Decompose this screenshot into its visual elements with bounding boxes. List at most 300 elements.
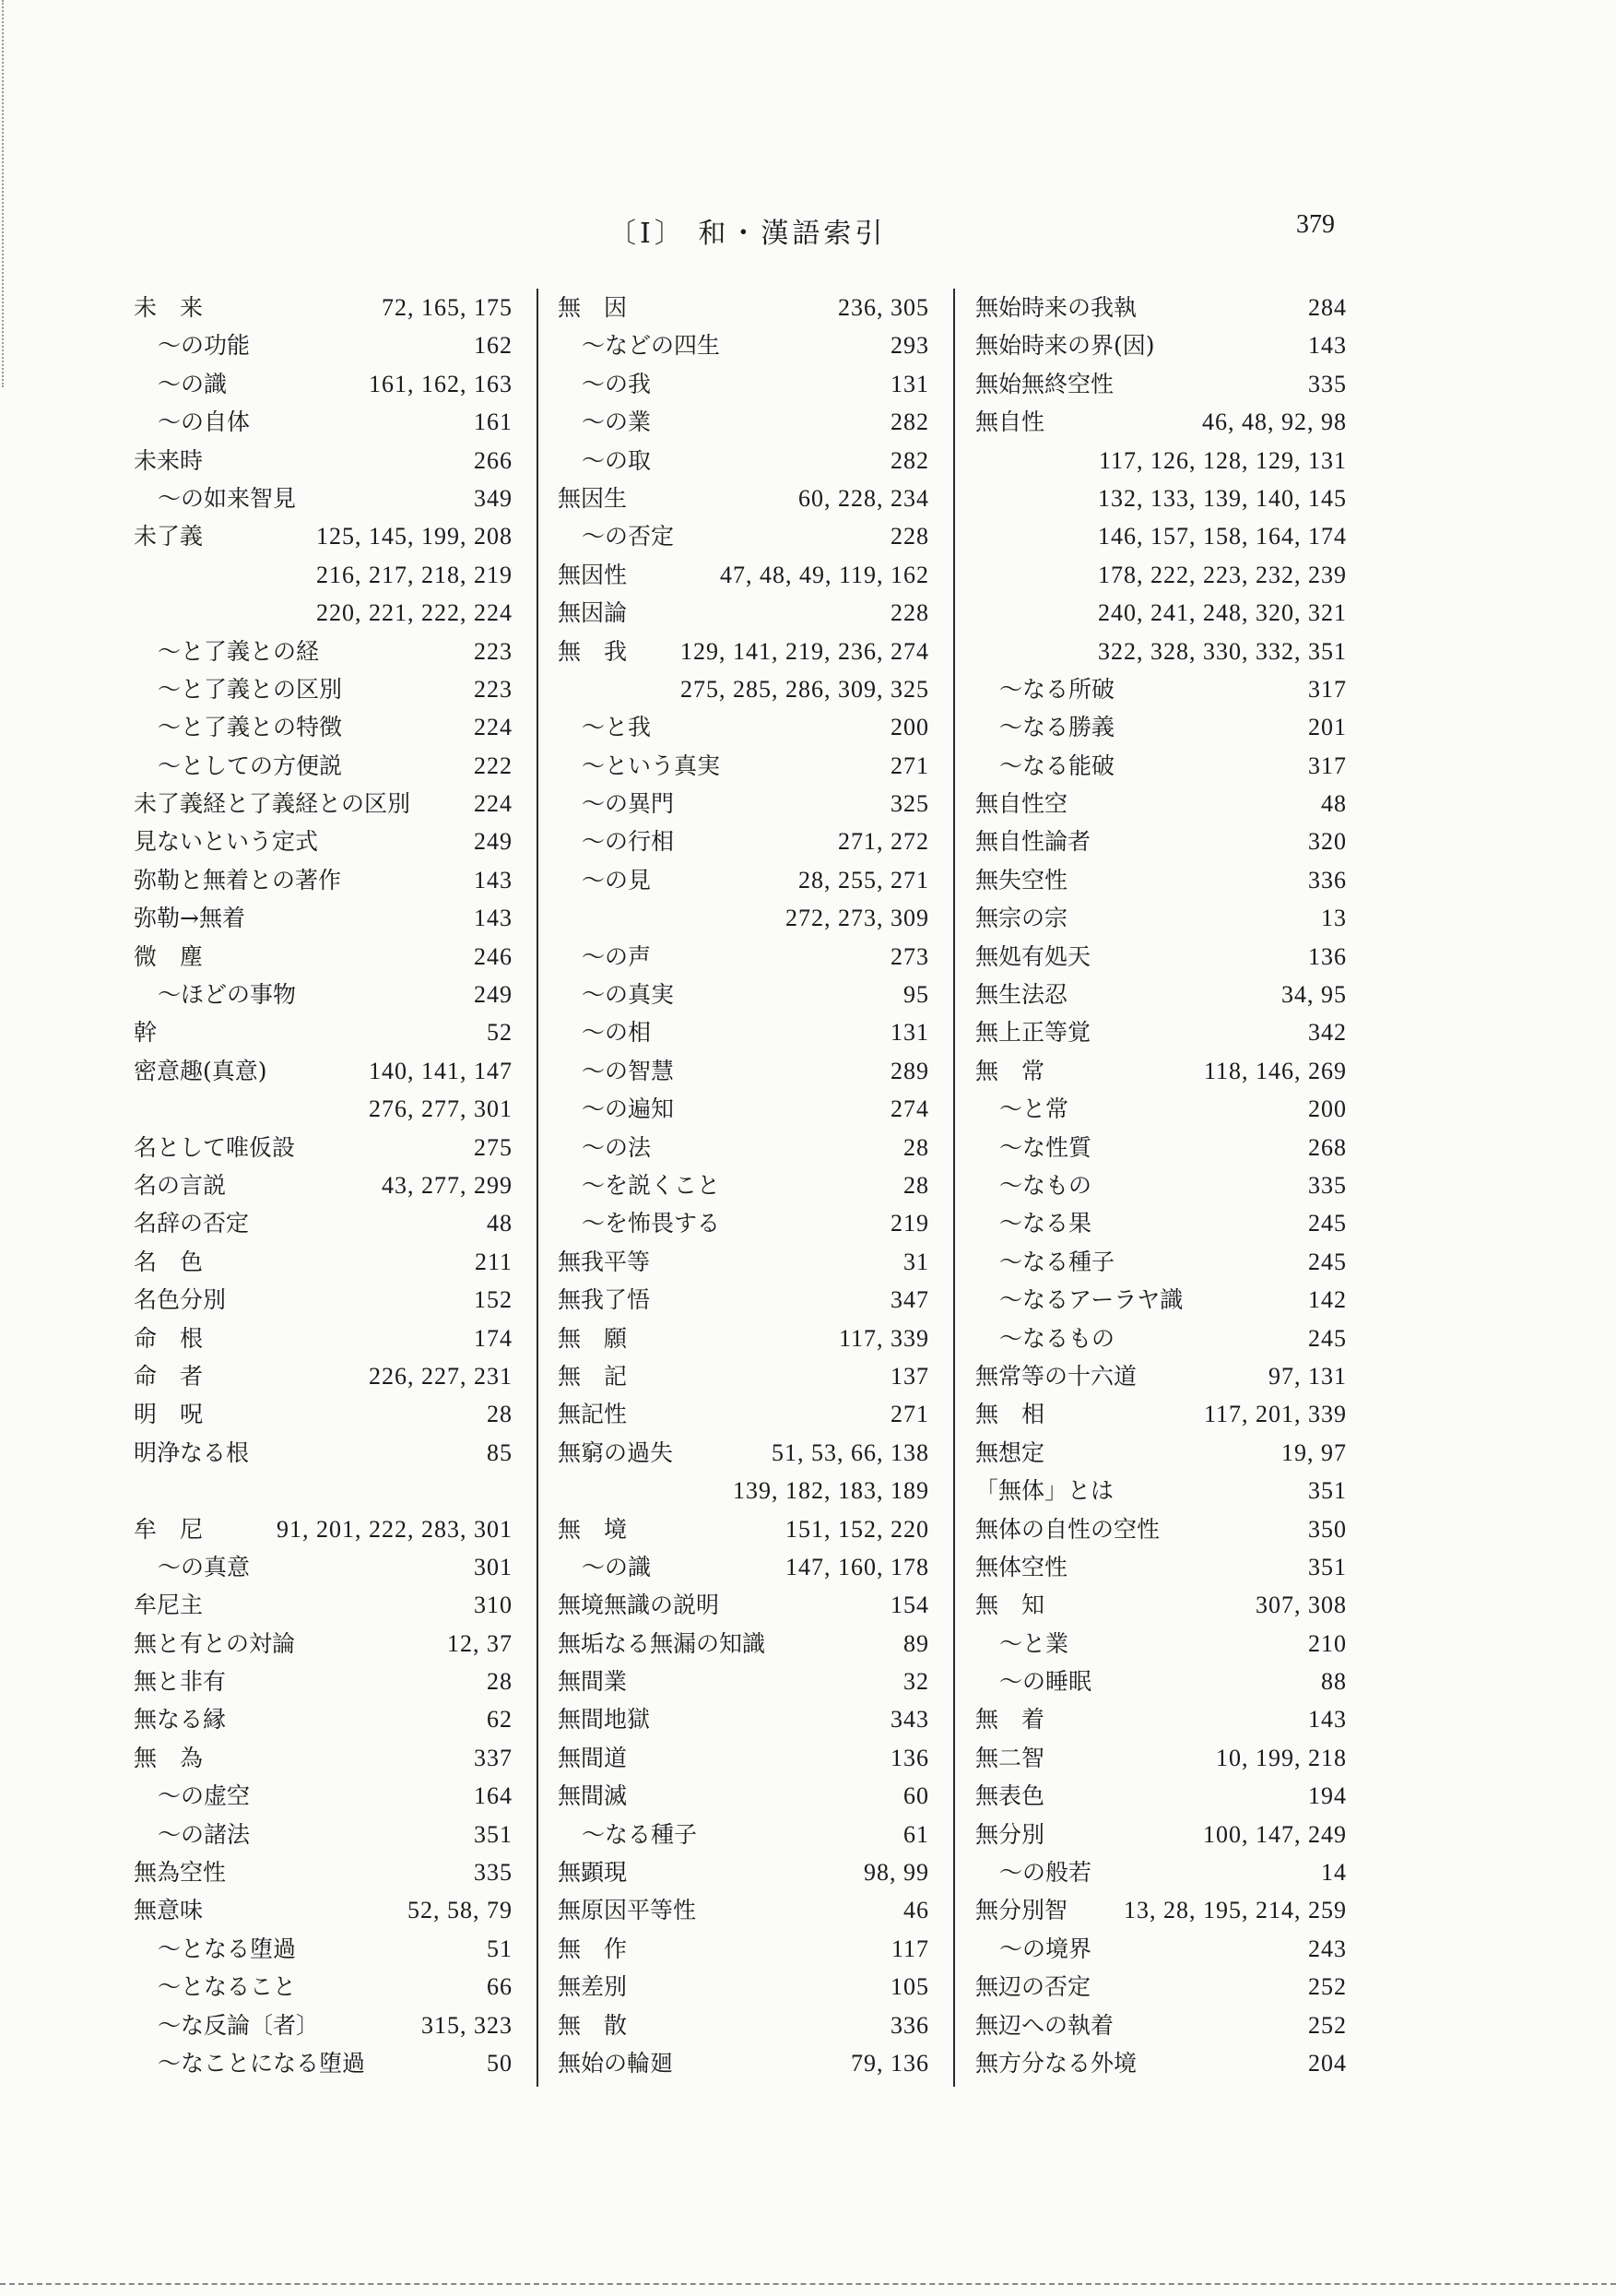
index-entry (975, 861, 1347, 899)
index-term: 見ないという定式 (134, 828, 319, 856)
index-term: ～なもの (999, 1171, 1092, 1199)
index-term: 無失空性 (975, 866, 1068, 894)
index-entry-continuation (558, 670, 929, 708)
index-entry (134, 1510, 513, 1548)
index-page-refs: 245 (1308, 1210, 1347, 1237)
index-entry (558, 1434, 929, 1472)
index-subentry (975, 670, 1347, 708)
index-page-refs: 335 (1308, 1171, 1347, 1199)
index-term: ～の相 (582, 1019, 652, 1047)
index-page-refs: 210 (1308, 1629, 1347, 1657)
index-page-refs: 307, 308 (1256, 1592, 1347, 1619)
index-entry (134, 1281, 513, 1319)
index-entry-continuation (134, 594, 513, 632)
index-term: ～なる種子 (999, 1248, 1115, 1275)
index-page-refs: 194 (1308, 1782, 1347, 1810)
index-entry (558, 1357, 929, 1395)
index-page-refs: 143 (474, 905, 513, 932)
index-page-refs: 28 (903, 1133, 929, 1161)
index-page-refs: 268 (1308, 1133, 1347, 1161)
index-subentry (975, 1166, 1347, 1204)
index-entry (134, 785, 513, 823)
index-page-refs: 117, 126, 128, 129, 131 (1098, 446, 1347, 474)
index-entry (558, 1625, 929, 1663)
index-entry (558, 1700, 929, 1738)
index-term: 無 散 (558, 2011, 628, 2039)
index-page-refs: 211 (474, 1248, 513, 1275)
index-term: 無 作 (558, 1935, 628, 1962)
index-entry (558, 1739, 929, 1777)
index-term: ～の般若 (999, 1859, 1092, 1887)
index-term: ～の法 (582, 1133, 652, 1161)
index-subentry (134, 365, 513, 403)
index-page-refs: 342 (1308, 1019, 1347, 1047)
index-page-refs: 146, 157, 158, 164, 174 (1098, 523, 1347, 550)
index-term: ～となること (158, 1973, 297, 2001)
index-term: 未了義経と了義経との区別 (134, 790, 411, 818)
index-page-refs: 315, 323 (421, 2011, 513, 2039)
index-entry (134, 1739, 513, 1777)
index-page-refs: 143 (1308, 1706, 1347, 1734)
index-page-refs: 336 (1308, 866, 1347, 894)
index-entry (134, 442, 513, 479)
index-page-refs: 325 (891, 790, 929, 818)
index-term: 無上正等覚 (975, 1019, 1091, 1047)
index-page-refs: 117 (891, 1935, 929, 1962)
index-entry (134, 1700, 513, 1738)
index-page-refs: 226, 227, 231 (369, 1362, 513, 1390)
index-page-refs: 317 (1308, 752, 1347, 779)
index-entry (134, 1320, 513, 1357)
index-term: 無 因 (558, 294, 628, 321)
index-term: ～なる能破 (999, 752, 1115, 779)
index-page-refs: 28 (487, 1668, 513, 1696)
index-entry (558, 1891, 929, 1929)
index-page-refs: 143 (1308, 332, 1347, 360)
index-page-refs: 161 (474, 408, 513, 436)
index-term: ～の自体 (158, 408, 251, 436)
index-entry-continuation (558, 899, 929, 937)
index-term: ～の真意 (158, 1553, 251, 1580)
index-page-refs: 228 (891, 523, 929, 550)
index-entry (134, 1243, 513, 1281)
index-term: ～の虚空 (158, 1782, 251, 1810)
index-subentry (558, 1013, 929, 1051)
index-term: 無原因平等性 (558, 1897, 697, 1924)
index-page-refs: 343 (891, 1706, 929, 1734)
index-subentry (134, 633, 513, 670)
index-page-refs: 118, 146, 269 (1203, 1057, 1347, 1084)
index-term: ～ほどの事物 (158, 981, 297, 1009)
index-term: ～などの四生 (582, 332, 721, 360)
index-term: ～の如来智見 (158, 484, 297, 512)
index-entry (134, 1052, 513, 1090)
index-term: 無 知 (975, 1592, 1045, 1619)
index-term: 無と非有 (134, 1668, 227, 1696)
index-page-refs: 240, 241, 248, 320, 321 (1098, 599, 1347, 627)
index-page-refs: 266 (474, 446, 513, 474)
index-page-refs: 52, 58, 79 (407, 1897, 513, 1924)
index-subentry (558, 442, 929, 479)
index-term: ～と了義との特徴 (158, 714, 343, 741)
index-term: ～の真実 (582, 981, 675, 1009)
index-term: 無始の輪廻 (558, 2049, 674, 2077)
index-term: 無分別智 (975, 1897, 1068, 1924)
index-term: 無と有との対論 (134, 1629, 296, 1657)
index-term: 無辺の否定 (975, 1973, 1091, 2001)
index-term: 名として唯仮設 (134, 1133, 296, 1161)
index-term: 無境無識の説明 (558, 1592, 720, 1619)
index-page-refs: 50 (487, 2049, 513, 2077)
index-entry (134, 1625, 513, 1663)
index-term: 牟尼主 (134, 1592, 204, 1619)
index-term: 無自性空 (975, 790, 1068, 818)
index-term: ～の識 (158, 370, 228, 397)
index-subentry (558, 1816, 929, 1853)
index-page-refs: 62 (487, 1706, 513, 1734)
index-subentry (558, 823, 929, 860)
index-term: 微 塵 (134, 942, 204, 970)
index-page-refs: 31 (903, 1248, 929, 1275)
index-term: ～を説くこと (582, 1171, 721, 1199)
index-term: 無間地獄 (558, 1706, 651, 1734)
index-page-refs: 274 (891, 1095, 929, 1123)
index-page-refs: 271 (891, 1401, 929, 1428)
index-page-refs: 161, 162, 163 (369, 370, 513, 397)
index-entry (975, 1434, 1347, 1472)
index-term: ～と我 (582, 714, 652, 741)
index-term: ～の諸法 (158, 1820, 251, 1848)
index-page-refs: 143 (474, 866, 513, 894)
index-page-refs: 204 (1308, 2049, 1347, 2077)
index-term: ～の睡眠 (999, 1668, 1092, 1696)
index-entry (975, 1586, 1347, 1624)
index-term: 無 着 (975, 1706, 1045, 1734)
index-term: ～なことになる堕過 (158, 2049, 366, 2077)
index-subentry (558, 708, 929, 746)
index-page-refs: 220, 221, 222, 224 (316, 599, 513, 627)
index-page-refs: 13 (1321, 905, 1347, 932)
index-page-refs: 48 (1321, 790, 1347, 818)
index-entry (975, 823, 1347, 860)
index-column-3 (975, 289, 1347, 2082)
index-term: 無方分なる外境 (975, 2049, 1138, 2077)
index-page-refs: 12, 37 (447, 1629, 513, 1657)
index-subentry (558, 365, 929, 403)
index-page-refs: 140, 141, 147 (369, 1057, 513, 1084)
index-page-refs: 200 (1308, 1095, 1347, 1123)
index-page-refs: 142 (1308, 1286, 1347, 1314)
index-page-refs: 117, 339 (838, 1324, 929, 1352)
index-term: ～な性質 (999, 1133, 1092, 1161)
index-term: 「無体」とは (975, 1477, 1115, 1505)
index-page-refs: 282 (891, 446, 929, 474)
index-subentry (134, 403, 513, 441)
index-page-refs: 89 (903, 1629, 929, 1657)
index-subentry (134, 1777, 513, 1815)
index-term: 無垢なる無漏の知識 (558, 1629, 766, 1657)
index-page-refs: 98, 99 (864, 1859, 929, 1887)
index-entry (558, 633, 929, 670)
index-subentry (975, 1129, 1347, 1166)
index-page-refs: 273 (891, 942, 929, 970)
index-term: 無間道 (558, 1744, 628, 1771)
index-term: 無生法忍 (975, 981, 1068, 1009)
index-term: 無間滅 (558, 1782, 628, 1810)
section-title: 〔Ⅰ〕 和・漢語索引 (608, 218, 887, 250)
index-term: 無宗の宗 (975, 905, 1068, 932)
index-subentry (558, 785, 929, 823)
index-entry (975, 1395, 1347, 1433)
index-entry (558, 1510, 929, 1548)
index-page-refs: 276, 277, 301 (369, 1095, 513, 1123)
index-page-refs: 85 (487, 1438, 513, 1466)
index-page-refs: 252 (1308, 1973, 1347, 2001)
index-term: ～の境界 (999, 1935, 1092, 1962)
index-subentry (134, 326, 513, 364)
index-term: 未了義 (134, 523, 204, 550)
index-term: 名色分別 (134, 1286, 227, 1314)
index-page-refs: 132, 133, 139, 140, 145 (1098, 484, 1347, 512)
index-term: ～の行相 (582, 828, 675, 856)
index-subentry (134, 976, 513, 1013)
index-page-refs: 136 (891, 1744, 929, 1771)
index-entry (134, 1586, 513, 1624)
index-term: ～の我 (582, 370, 652, 397)
index-subentry (558, 1548, 929, 1586)
index-subentry (134, 1968, 513, 2006)
index-term: ～と了義との区別 (158, 675, 343, 703)
index-term: 幹 (134, 1019, 158, 1047)
index-entry (558, 1663, 929, 1700)
index-subentry (134, 1548, 513, 1586)
index-spacer (134, 1472, 513, 1509)
index-entry (975, 976, 1347, 1013)
index-term: 無記性 (558, 1401, 628, 1428)
index-page-refs: 95 (903, 981, 929, 1009)
index-column-1 (134, 289, 513, 2082)
index-page-refs: 320 (1308, 828, 1347, 856)
index-term: 明浄なる根 (134, 1438, 250, 1466)
index-page-refs: 178, 222, 223, 232, 239 (1098, 561, 1347, 588)
index-subentry (558, 1129, 929, 1166)
index-subentry (134, 2044, 513, 2082)
index-page-refs: 100, 147, 249 (1203, 1820, 1347, 1848)
index-page-refs: 349 (474, 484, 513, 512)
index-entry (558, 1281, 929, 1319)
index-page-refs: 154 (891, 1592, 929, 1619)
index-entry (975, 1510, 1347, 1548)
index-entry (558, 1395, 929, 1433)
index-page-refs: 13, 28, 195, 214, 259 (1124, 1897, 1347, 1924)
index-page-refs: 335 (1308, 370, 1347, 397)
index-page-refs: 117, 201, 339 (1203, 1401, 1347, 1428)
index-term: ～の見 (582, 866, 652, 894)
index-page-refs: 164 (474, 1782, 513, 1810)
index-entry (558, 289, 929, 326)
index-entry (975, 1013, 1347, 1051)
index-term: 無顕現 (558, 1859, 628, 1887)
index-page-refs: 61 (903, 1820, 929, 1848)
index-term: ～という真実 (582, 752, 721, 779)
index-subentry (134, 708, 513, 746)
index-page-refs: 223 (474, 637, 513, 665)
index-page-refs: 79, 136 (851, 2049, 929, 2077)
index-term: 無窮の過失 (558, 1438, 674, 1466)
index-page-refs: 47, 48, 49, 119, 162 (719, 561, 929, 588)
index-subentry (558, 1090, 929, 1128)
index-entry (134, 1204, 513, 1242)
index-entry-continuation (134, 556, 513, 594)
index-entry (975, 1777, 1347, 1815)
index-entry (975, 1968, 1347, 2006)
index-entry (134, 1357, 513, 1395)
index-page-refs: 66 (487, 1973, 513, 2001)
index-entry (134, 899, 513, 937)
index-term: 牟 尼 (134, 1515, 204, 1543)
index-term: 無なる縁 (134, 1706, 227, 1734)
index-entry (558, 1777, 929, 1815)
index-term: ～と業 (999, 1629, 1069, 1657)
index-term: ～な反論〔者〕 (158, 2011, 320, 2039)
index-entry (558, 1930, 929, 1968)
index-entry (975, 1472, 1347, 1509)
index-page-refs: 125, 145, 199, 208 (316, 523, 513, 550)
index-term: 無想定 (975, 1438, 1045, 1466)
index-page-refs: 14 (1321, 1859, 1347, 1887)
index-page-refs: 32 (903, 1668, 929, 1696)
index-term: 無 常 (975, 1057, 1045, 1084)
index-term: ～の功能 (158, 332, 251, 360)
index-page-refs: 60, 228, 234 (798, 484, 929, 512)
index-term: 無 為 (134, 1744, 204, 1771)
index-subentry (558, 1166, 929, 1204)
index-page-refs: 245 (1308, 1248, 1347, 1275)
scan-bottom-marks (0, 2283, 1616, 2287)
index-entry (134, 1013, 513, 1051)
index-term: 無因性 (558, 561, 628, 588)
index-page-refs: 317 (1308, 675, 1347, 703)
index-term: 無我了悟 (558, 1286, 651, 1314)
index-entry (134, 1395, 513, 1433)
index-term: ～と常 (999, 1095, 1069, 1123)
index-entry (558, 2006, 929, 2044)
index-subentry (558, 938, 929, 976)
index-term: ～の声 (582, 942, 652, 970)
index-term: ～の取 (582, 446, 652, 474)
index-subentry (975, 1320, 1347, 1357)
index-page-refs: 10, 199, 218 (1216, 1744, 1347, 1771)
index-entry (134, 1891, 513, 1929)
index-term: ～と了義との経 (158, 637, 320, 665)
index-term: 無分別 (975, 1820, 1045, 1848)
index-entry (975, 899, 1347, 937)
index-entry-continuation (134, 1090, 513, 1128)
column-divider (953, 289, 955, 2087)
index-page-refs: 48 (487, 1210, 513, 1237)
index-term: ～なるもの (999, 1324, 1115, 1352)
index-term: 無 記 (558, 1362, 628, 1390)
index-page-refs: 243 (1308, 1935, 1347, 1962)
index-page-refs: 19, 97 (1281, 1438, 1347, 1466)
index-page-refs: 275 (474, 1133, 513, 1161)
index-term: ～の智慧 (582, 1057, 675, 1084)
index-subentry (975, 1625, 1347, 1663)
index-subentry (558, 861, 929, 899)
index-term: 無体の自性の空性 (975, 1515, 1161, 1543)
index-entry-continuation (558, 1472, 929, 1509)
index-entry (134, 1434, 513, 1472)
index-term: 無差別 (558, 1973, 628, 2001)
index-entry (558, 2044, 929, 2082)
index-page-refs: 224 (474, 714, 513, 741)
index-term: 密意趣(真意) (134, 1057, 267, 1084)
index-page-refs: 51, 53, 66, 138 (772, 1438, 929, 1466)
index-entry (134, 1166, 513, 1204)
index-subentry (975, 1204, 1347, 1242)
index-page-refs: 28, 255, 271 (798, 866, 929, 894)
index-page-refs: 216, 217, 218, 219 (316, 561, 513, 588)
index-term: 無始時来の我執 (975, 294, 1138, 321)
index-term: 未 来 (134, 294, 204, 321)
index-subentry (975, 747, 1347, 785)
index-subentry (975, 708, 1347, 746)
index-page-refs: 275, 285, 286, 309, 325 (680, 675, 929, 703)
index-subentry (975, 1853, 1347, 1891)
index-subentry (558, 1052, 929, 1090)
index-page-refs: 52 (487, 1019, 513, 1047)
scan-edge-marks (2, 0, 6, 387)
index-page-refs: 129, 141, 219, 236, 274 (680, 637, 929, 665)
index-entry (134, 1129, 513, 1166)
index-entry (134, 861, 513, 899)
index-page-refs: 34, 95 (1281, 981, 1347, 1009)
index-page-refs: 249 (474, 828, 513, 856)
index-page-refs: 51 (487, 1935, 513, 1962)
page-number: 379 (1296, 210, 1335, 239)
index-page-refs: 131 (891, 370, 929, 397)
index-term: ～の識 (582, 1553, 652, 1580)
index-term: 無自性 (975, 408, 1045, 436)
index-entry (975, 1700, 1347, 1738)
index-term: 無意味 (134, 1897, 204, 1924)
index-page-refs: 252 (1308, 2011, 1347, 2039)
index-term: 無我平等 (558, 1248, 651, 1275)
index-entry-continuation (975, 594, 1347, 632)
index-page-refs: 97, 131 (1268, 1362, 1347, 1390)
index-column-2 (558, 289, 929, 2082)
index-term: 無常等の十六道 (975, 1362, 1138, 1390)
index-entry (975, 2006, 1347, 2044)
index-entry-continuation (975, 517, 1347, 555)
index-subentry (558, 747, 929, 785)
index-page-refs: 282 (891, 408, 929, 436)
index-term: 弥勒→無着 (134, 905, 245, 932)
index-entry (975, 938, 1347, 976)
index-page-refs: 43, 277, 299 (382, 1171, 513, 1199)
index-page-refs: 223 (474, 675, 513, 703)
index-subentry (558, 1204, 929, 1242)
index-entry (975, 365, 1347, 403)
index-page-refs: 222 (474, 752, 513, 779)
index-entry (975, 403, 1347, 441)
index-term: 名辞の否定 (134, 1210, 250, 1237)
index-page-refs: 246 (474, 942, 513, 970)
index-page-refs: 301 (474, 1553, 513, 1580)
index-entry (558, 1968, 929, 2006)
index-term: 無始無終空性 (975, 370, 1115, 397)
index-entry (975, 289, 1347, 326)
